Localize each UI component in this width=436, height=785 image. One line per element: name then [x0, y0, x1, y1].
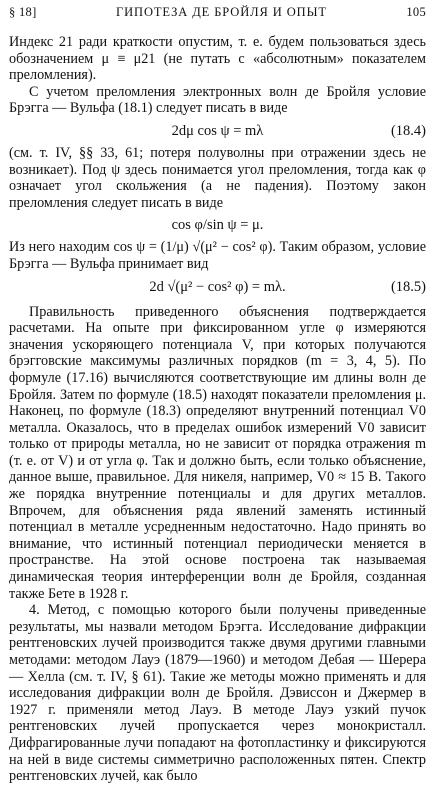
equation-body: cos φ/sin ψ = μ.	[171, 217, 264, 234]
equation-number: (18.5)	[390, 278, 426, 295]
paragraph-verification: Правильность приведенного объяснения подтверждается расчетами. На опыте при фиксированном угле φ измеряются значения ускоряющего потенциала V, при которых получаются брэгговские максимумы различных порядков (m = 3, 4, 5). По формуле (17.16) вычисляются соответствующие им длины волн де Бройля. Затем по формуле (18.5) находят показатели преломления μ. Наконец, по формуле (18.3) определяют внутренний потенциал V0 металла. Оказалось, что в пределах ошибок измерений V0 зависит только от природы металла, но не зависит от порядка отражения m (т. е. от V) и от угла φ. Так и должно быть, если только объяснение, данное выше, правильное. Для никеля, например, V0 ≈ 15 В. Такого же порядка внутренние потенциалы и для других металлов. Впрочем, для объяснения ряда явлений заменять истинный потенциал в металле усредненным недостаточно. Надо принять во внимание, что истинный потенциал периодически меняется в пространстве. На этой основе построена так называемая динамическая теория интерференции волн де Бройля, созданная также Бете в 1928 г.	[9, 303, 426, 602]
section-ref: § 18]	[9, 5, 37, 19]
running-title: ГИПОТЕЗА ДЕ БРОЙЛЯ И ОПЫТ	[115, 5, 327, 19]
running-header	[9, 4, 426, 20]
paragraph-bragg-condition: С учетом преломления электронных волн де Бройля условие Брэгга — Вульфа (18.1) следует писать в виде	[9, 83, 426, 117]
equation-18-4	[9, 123, 426, 140]
equation-body: 2d √(μ² − cos² φ) = mλ.	[149, 278, 286, 295]
paragraph-cos-psi: Из него находим cos ψ = (1/μ) √(μ² − cos² φ). Таким образом, условие Брэгга — Вульфа принимает вид	[9, 239, 426, 272]
equation-body: 2dμ cos ψ = mλ	[171, 122, 264, 139]
paragraph-index-note: Индекс 21 ради краткости опустим, т. е. будем пользоваться здесь обозначением μ ≡ μ21 (не путать с «абсолютным» показателем преломления).	[9, 34, 426, 84]
equation-number: (18.4)	[390, 122, 426, 139]
paragraph-refraction-law: (см. т. IV, §§ 33, 61; потеря полуволны при отражении здесь не возникает). Под ψ здесь понимается угол преломления, тогда как φ означает угол скольжения (а не падения). Поэтому закон преломления следует писать в виде	[9, 144, 426, 211]
equation-18-5	[9, 279, 426, 296]
equation-refraction	[9, 217, 426, 234]
page-number: 105	[406, 5, 426, 19]
paragraph-methods: 4. Метод, с помощью которого были получены приведенные результаты, мы назвали методом Брэгга. Исследование дифракции рентгеновских лучей производится также двумя другими главными методами: методом Лауэ (1879—1960) и методом Дебая — Шерера — Хелла (см. т. IV, § 61). Такие же методы можно применять и для исследования дифракции волн де Бройля. Дэвиссон и Джермер в 1927 г. применяли метод Лауэ. В методе Лауэ узкий пучок рентгеновских лучей пропускается через монокристалл. Дифрагированные лучи попадают на фотопластинку и фиксируются на ней в виде системы симметрично расположенных пятен. Спектр рентгеновских лучей, как было	[9, 602, 426, 785]
